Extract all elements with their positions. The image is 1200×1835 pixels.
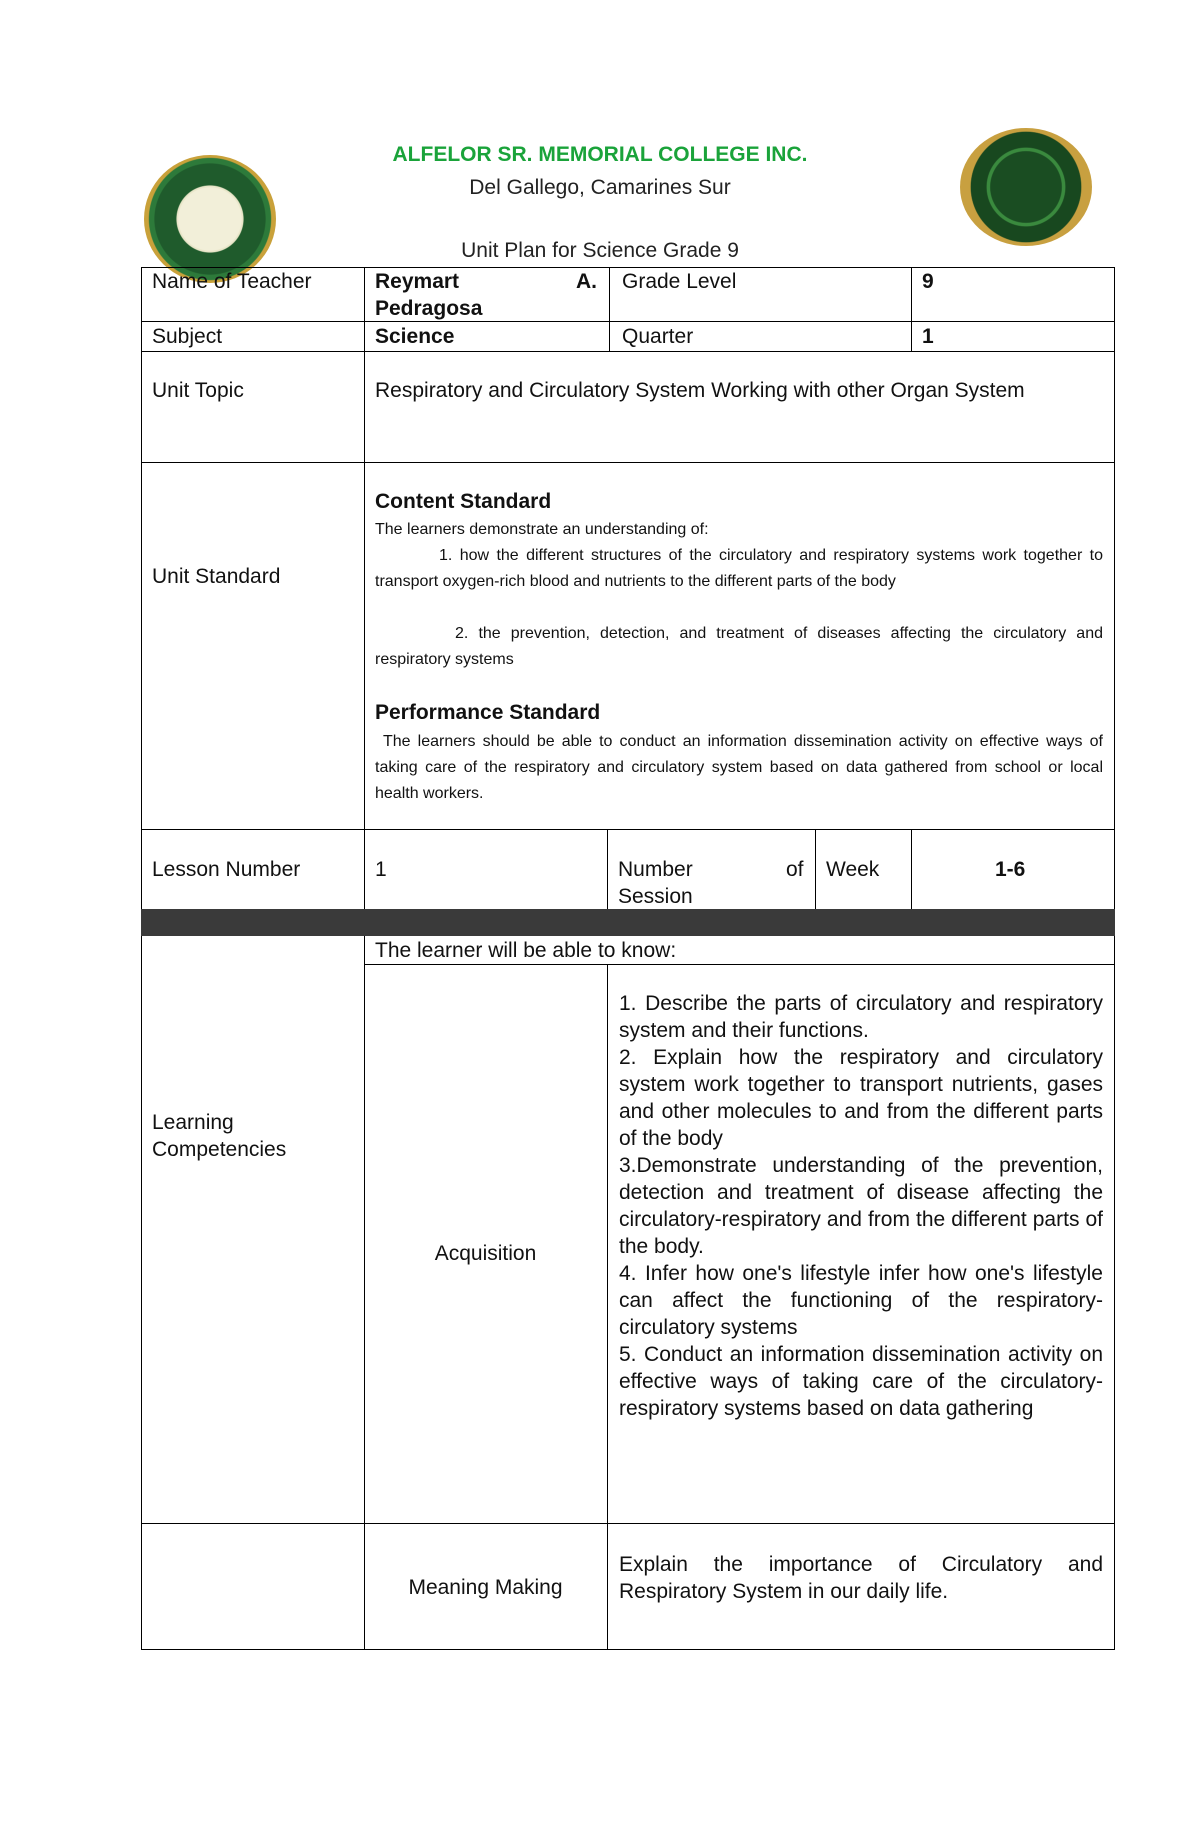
lesson-number-value: 1 xyxy=(375,858,387,881)
session-label-word-1: Number xyxy=(618,858,693,881)
content-standard-heading: Content Standard xyxy=(375,490,552,513)
week-value: 1-6 xyxy=(995,858,1026,881)
quarter-value: 1 xyxy=(922,325,934,348)
grade-label: Grade Level xyxy=(622,270,737,293)
session-label-word-3: Session xyxy=(618,885,693,908)
document-title: Unit Plan for Science Grade 9 xyxy=(461,239,739,262)
section-divider-bar xyxy=(141,909,1115,936)
acquisition-item: 4. Infer how one's lifestyle infer how one's lifestyle can affect the functioning of the respiratory-circulatory systems xyxy=(619,1262,1103,1339)
week-label: Week xyxy=(826,858,880,881)
college-seal-icon xyxy=(144,155,276,283)
acquisition-label: Acquisition xyxy=(434,1242,537,1265)
learner-intro: The learner will be able to know: xyxy=(375,939,677,962)
content-standard-intro: The learners demonstrate an understanding of: xyxy=(375,521,709,538)
learning-competencies-label: Learning Competencies xyxy=(152,1111,287,1161)
meaning-making-label: Meaning Making xyxy=(408,1576,563,1599)
subject-label: Subject xyxy=(152,325,223,348)
acquisition-item: 5. Conduct an information dissemination activity on effective ways of taking care of the circulatory-respiratory systems based on data gathering xyxy=(619,1343,1103,1420)
teacher-initial: A. xyxy=(576,270,597,293)
content-standard-item-2: 2. the prevention, detection, and treatment of diseases affecting the circulatory and respiratory systems xyxy=(375,625,1103,668)
teacher-label: Name of Teacher xyxy=(152,270,312,293)
grade-value: 9 xyxy=(922,270,934,293)
acquisition-item: 3.Demonstrate understanding of the prevention, detection and treatment of disease affecting the circulatory-respiratory and from the different parts of the body. xyxy=(619,1154,1103,1258)
college-address: Del Gallego, Camarines Sur xyxy=(469,176,731,199)
performance-standard-text: The learners should be able to conduct an information dissemination activity on effective ways of taking care of the respiratory and circulatory system based on data gathered from school or local health workers. xyxy=(375,733,1103,802)
lesson-number-label: Lesson Number xyxy=(152,858,301,881)
unit-topic-value: Respiratory and Circulatory System Working with other Organ System xyxy=(375,379,1025,402)
session-label-word-2: of xyxy=(786,858,804,881)
college-name: ALFELOR SR. MEMORIAL COLLEGE INC. xyxy=(392,143,808,166)
teacher-last-name: Pedragosa xyxy=(375,297,483,320)
meaning-making-text: Explain the importance of Circulatory and Respiratory System in our daily life. xyxy=(619,1553,1103,1603)
acquisition-list xyxy=(619,990,1103,1422)
unit-standard-label: Unit Standard xyxy=(152,565,281,588)
content-standard-item-1: 1. how the different structures of the circulatory and respiratory systems work together to transport oxygen-rich blood and nutrients to the different parts of the body xyxy=(375,547,1103,590)
subject-value: Science xyxy=(375,325,455,348)
performance-standard-heading: Performance Standard xyxy=(375,701,601,724)
acquisition-item: 1. Describe the parts of circulatory and respiratory system and their functions. xyxy=(619,992,1103,1042)
unit-topic-label: Unit Topic xyxy=(152,379,244,402)
teacher-first-name: Reymart xyxy=(375,270,460,293)
acquisition-item: 2. Explain how the respiratory and circulatory system work together to transport nutrients, gases and other molecules to and from the different parts of the body xyxy=(619,1046,1103,1150)
quarter-label: Quarter xyxy=(622,325,694,348)
